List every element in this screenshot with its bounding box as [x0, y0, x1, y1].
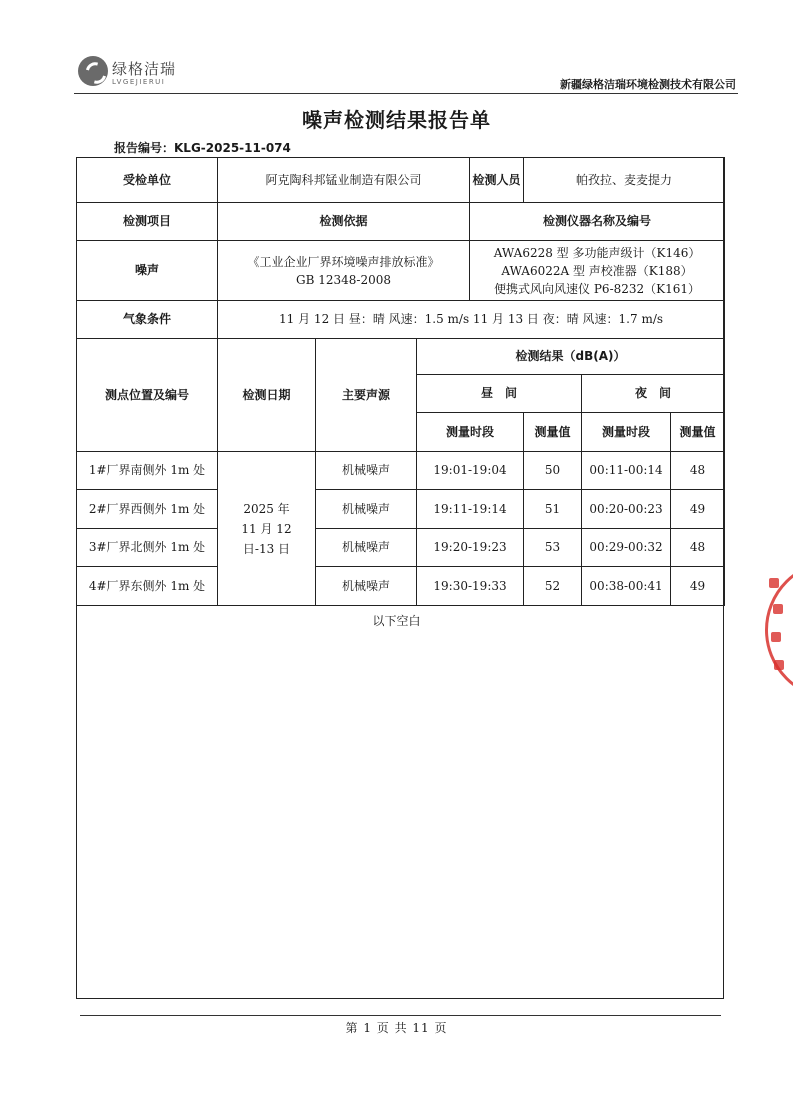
table-row: [77, 529, 725, 567]
item-label: 检测项目: [77, 203, 218, 241]
logo-text-en: LVGEJIERUI: [112, 78, 166, 86]
item-value: 噪声: [77, 241, 218, 301]
seal-stamp-icon: [765, 560, 793, 700]
point-cell: 2#厂界西侧外 1m 处: [77, 490, 218, 529]
footer-divider: [80, 1015, 721, 1016]
instrument-item: AWA6228 型 多功能声级计（K146）: [493, 245, 701, 260]
company-logo: [78, 56, 188, 94]
day-period-cell: 19:11-19:14: [417, 490, 524, 529]
day-period-cell: 19:30-19:33: [417, 567, 524, 606]
night-period-cell: 00:20-00:23: [582, 490, 671, 529]
logo-mark-icon: [78, 56, 108, 86]
night-value-cell: 49: [671, 567, 725, 606]
seal-ink-mark: [774, 660, 784, 670]
day-value-cell: 53: [524, 529, 582, 567]
header-divider: [74, 93, 738, 94]
table-row: [77, 490, 725, 529]
source-cell: 机械噪声: [316, 490, 417, 529]
day-value-cell: 51: [524, 490, 582, 529]
instrument-cell: [470, 241, 725, 301]
source-cell: 机械噪声: [316, 452, 417, 490]
col-day-value: 测量值: [524, 413, 582, 452]
report-table: [76, 157, 725, 606]
company-name: 新疆绿格洁瑞环境检测技术有限公司: [560, 78, 736, 91]
day-period-cell: 19:20-19:23: [417, 529, 524, 567]
source-cell: 机械噪声: [316, 567, 417, 606]
point-cell: 3#厂界北侧外 1m 处: [77, 529, 218, 567]
unit-label: 受检单位: [77, 158, 218, 203]
weather-label: 气象条件: [77, 301, 218, 339]
inspector-value: 帕孜拉、麦麦提力: [524, 158, 725, 203]
info-row: [77, 158, 725, 203]
instrument-label: 检测仪器名称及编号: [470, 203, 725, 241]
day-value-cell: 50: [524, 452, 582, 490]
report-title: 噪声检测结果报告单: [302, 108, 491, 132]
standard-name: 《工业企业厂界环境噪声排放标准》: [247, 254, 440, 269]
col-result: 检测结果（dB(A)）: [417, 339, 725, 375]
logo-text-cn: 绿格洁瑞: [112, 60, 177, 78]
day-period-cell: 19:01-19:04: [417, 452, 524, 490]
basis-row: [77, 241, 725, 301]
seal-ink-mark: [773, 604, 783, 614]
date-cell: 2025 年 11 月 12 日-13 日: [218, 452, 316, 606]
page-number: 第 1 页 共 11 页: [345, 1021, 448, 1035]
basis-header-row: [77, 203, 725, 241]
unit-value: 阿克陶科邦锰业制造有限公司: [218, 158, 470, 203]
night-period-cell: 00:38-00:41: [582, 567, 671, 606]
point-cell: 1#厂界南侧外 1m 处: [77, 452, 218, 490]
col-night-period: 测量时段: [582, 413, 671, 452]
seal-ink-mark: [769, 578, 779, 588]
col-night-value: 测量值: [671, 413, 725, 452]
night-period-cell: 00:29-00:32: [582, 529, 671, 567]
seal-ink-mark: [771, 632, 781, 642]
weather-row: [77, 301, 725, 339]
night-value-cell: 49: [671, 490, 725, 529]
col-source: 主要声源: [316, 339, 417, 452]
col-date: 检测日期: [218, 339, 316, 452]
col-night: 夜 间: [582, 375, 725, 413]
night-value-cell: 48: [671, 529, 725, 567]
day-value-cell: 52: [524, 567, 582, 606]
point-cell: 4#厂界东侧外 1m 处: [77, 567, 218, 606]
night-period-cell: 00:11-00:14: [582, 452, 671, 490]
col-point: 测点位置及编号: [77, 339, 218, 452]
night-value-cell: 48: [671, 452, 725, 490]
blank-note: 以下空白: [372, 614, 421, 628]
col-day-period: 测量时段: [417, 413, 524, 452]
table-row: [77, 567, 725, 606]
standard-cell: [218, 241, 470, 301]
report-number: 报告编号：KLG-2025-11-074: [114, 141, 291, 155]
weather-value: 11 月 12 日 昼：晴 风速：1.5 m/s 11 月 13 日 夜：晴 风速：1.7 m/s: [218, 301, 725, 339]
result-header-row-1: [77, 339, 725, 375]
standard-code: GB 12348-2008: [296, 272, 392, 287]
inspector-label: 检测人员: [470, 158, 524, 203]
basis-label: 检测依据: [218, 203, 470, 241]
instrument-item: 便携式风向风速仪 P6-8232（K161）: [494, 281, 701, 296]
col-day: 昼 间: [417, 375, 582, 413]
source-cell: 机械噪声: [316, 529, 417, 567]
table-row: [77, 452, 725, 490]
instrument-item: AWA6022A 型 声校准器（K188）: [501, 263, 693, 278]
